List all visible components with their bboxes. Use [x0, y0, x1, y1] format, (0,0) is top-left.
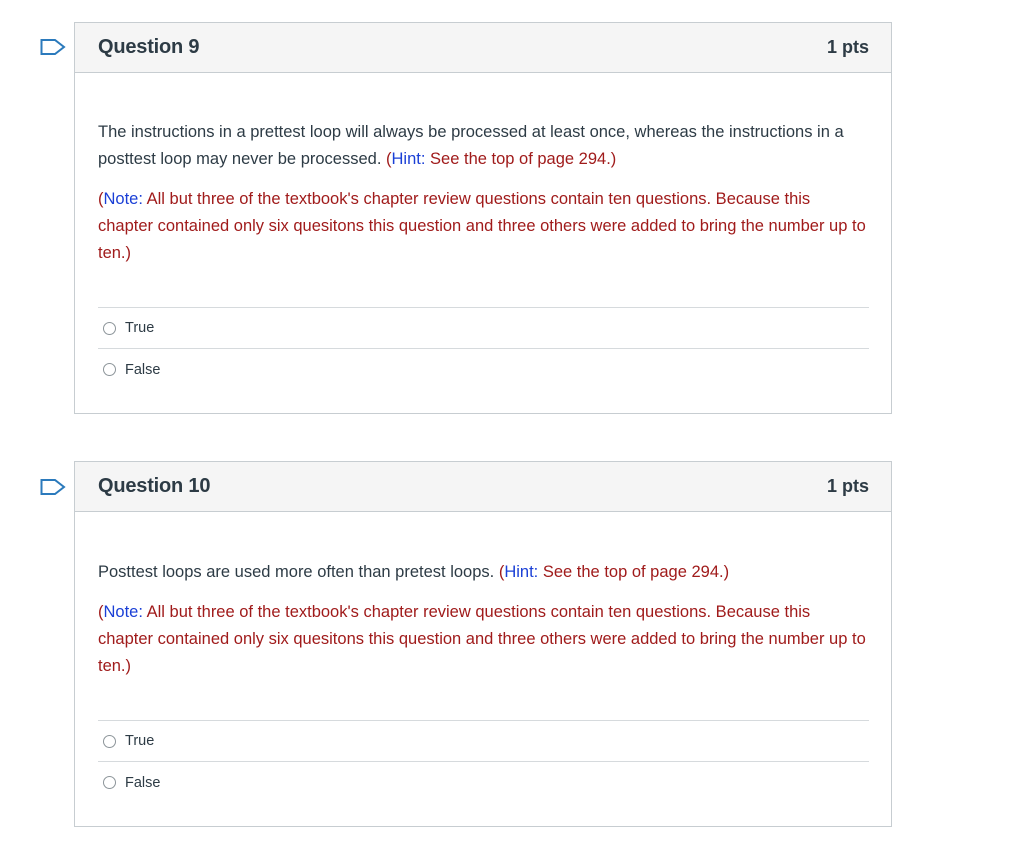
answer-label[interactable]: True: [125, 733, 155, 749]
answer-label[interactable]: False: [125, 361, 161, 378]
question-10-title: Question 10: [98, 475, 211, 497]
flag-question-10-icon[interactable]: [40, 478, 66, 496]
radio-empty-icon[interactable]: [103, 363, 116, 376]
question-9-hint-text: See the top of page 294.): [425, 150, 617, 168]
question-9-hint-open: (: [386, 150, 392, 168]
question-10-hint-label: Hint:: [504, 563, 539, 581]
answer-label[interactable]: True: [125, 320, 155, 336]
question-9-points: 1 pts: [826, 37, 869, 57]
question-9-hint-label: Hint:: [391, 150, 426, 168]
question-10-hint-open: (: [498, 563, 505, 581]
radio-empty-icon[interactable]: [103, 322, 116, 335]
question-10-prompt: [98, 559, 869, 586]
question-9-note-label: Note:: [103, 190, 143, 208]
question-10-hint-text: See the top of page 294.): [538, 563, 730, 581]
radio-empty-icon[interactable]: [103, 776, 116, 789]
question-9-title: Question 9: [98, 36, 200, 58]
question-9-note: [98, 186, 869, 267]
question-9: [74, 22, 892, 414]
question-10-note-label: Note:: [103, 603, 143, 621]
question-9-answers: [98, 307, 869, 390]
flag-question-9-icon[interactable]: [40, 38, 66, 56]
question-10-answer-true[interactable]: [98, 721, 869, 762]
question-9-body: [75, 119, 891, 390]
question-10: [74, 461, 892, 827]
question-9-note-open: (: [98, 190, 104, 208]
question-10-note: [98, 599, 869, 680]
question-10-note-text: All but three of the textbook's chapter review questions contain ten questions. Because this chapter contained only six quesitons this question and three others were added to bring the number up to ten.): [98, 603, 866, 675]
question-10-note-open: (: [98, 603, 104, 621]
question-10-body: [75, 559, 891, 803]
question-9-answer-true[interactable]: [98, 308, 869, 349]
radio-empty-icon[interactable]: [103, 735, 116, 748]
question-10-prompt-text: Posttest loops are used more often than pretest loops.: [98, 563, 495, 581]
question-10-points: 1 pts: [826, 476, 869, 496]
question-9-answer-false[interactable]: [98, 349, 869, 390]
question-9-header: [75, 23, 891, 73]
question-9-prompt: [98, 119, 869, 173]
question-10-header: [75, 462, 891, 512]
question-9-note-text: All but three of the textbook's chapter review questions contain ten questions. Because this chapter contained only six quesitons this question and three others were added to bring the number up to ten.): [98, 190, 866, 262]
question-10-answer-false[interactable]: [98, 762, 869, 803]
question-10-answers: [98, 720, 869, 803]
answer-label[interactable]: False: [125, 774, 161, 791]
question-9-prompt-text: The instructions in a prettest loop will always be processed at least once, whereas the instructions in a posttest loop may never be processed.: [98, 123, 844, 168]
